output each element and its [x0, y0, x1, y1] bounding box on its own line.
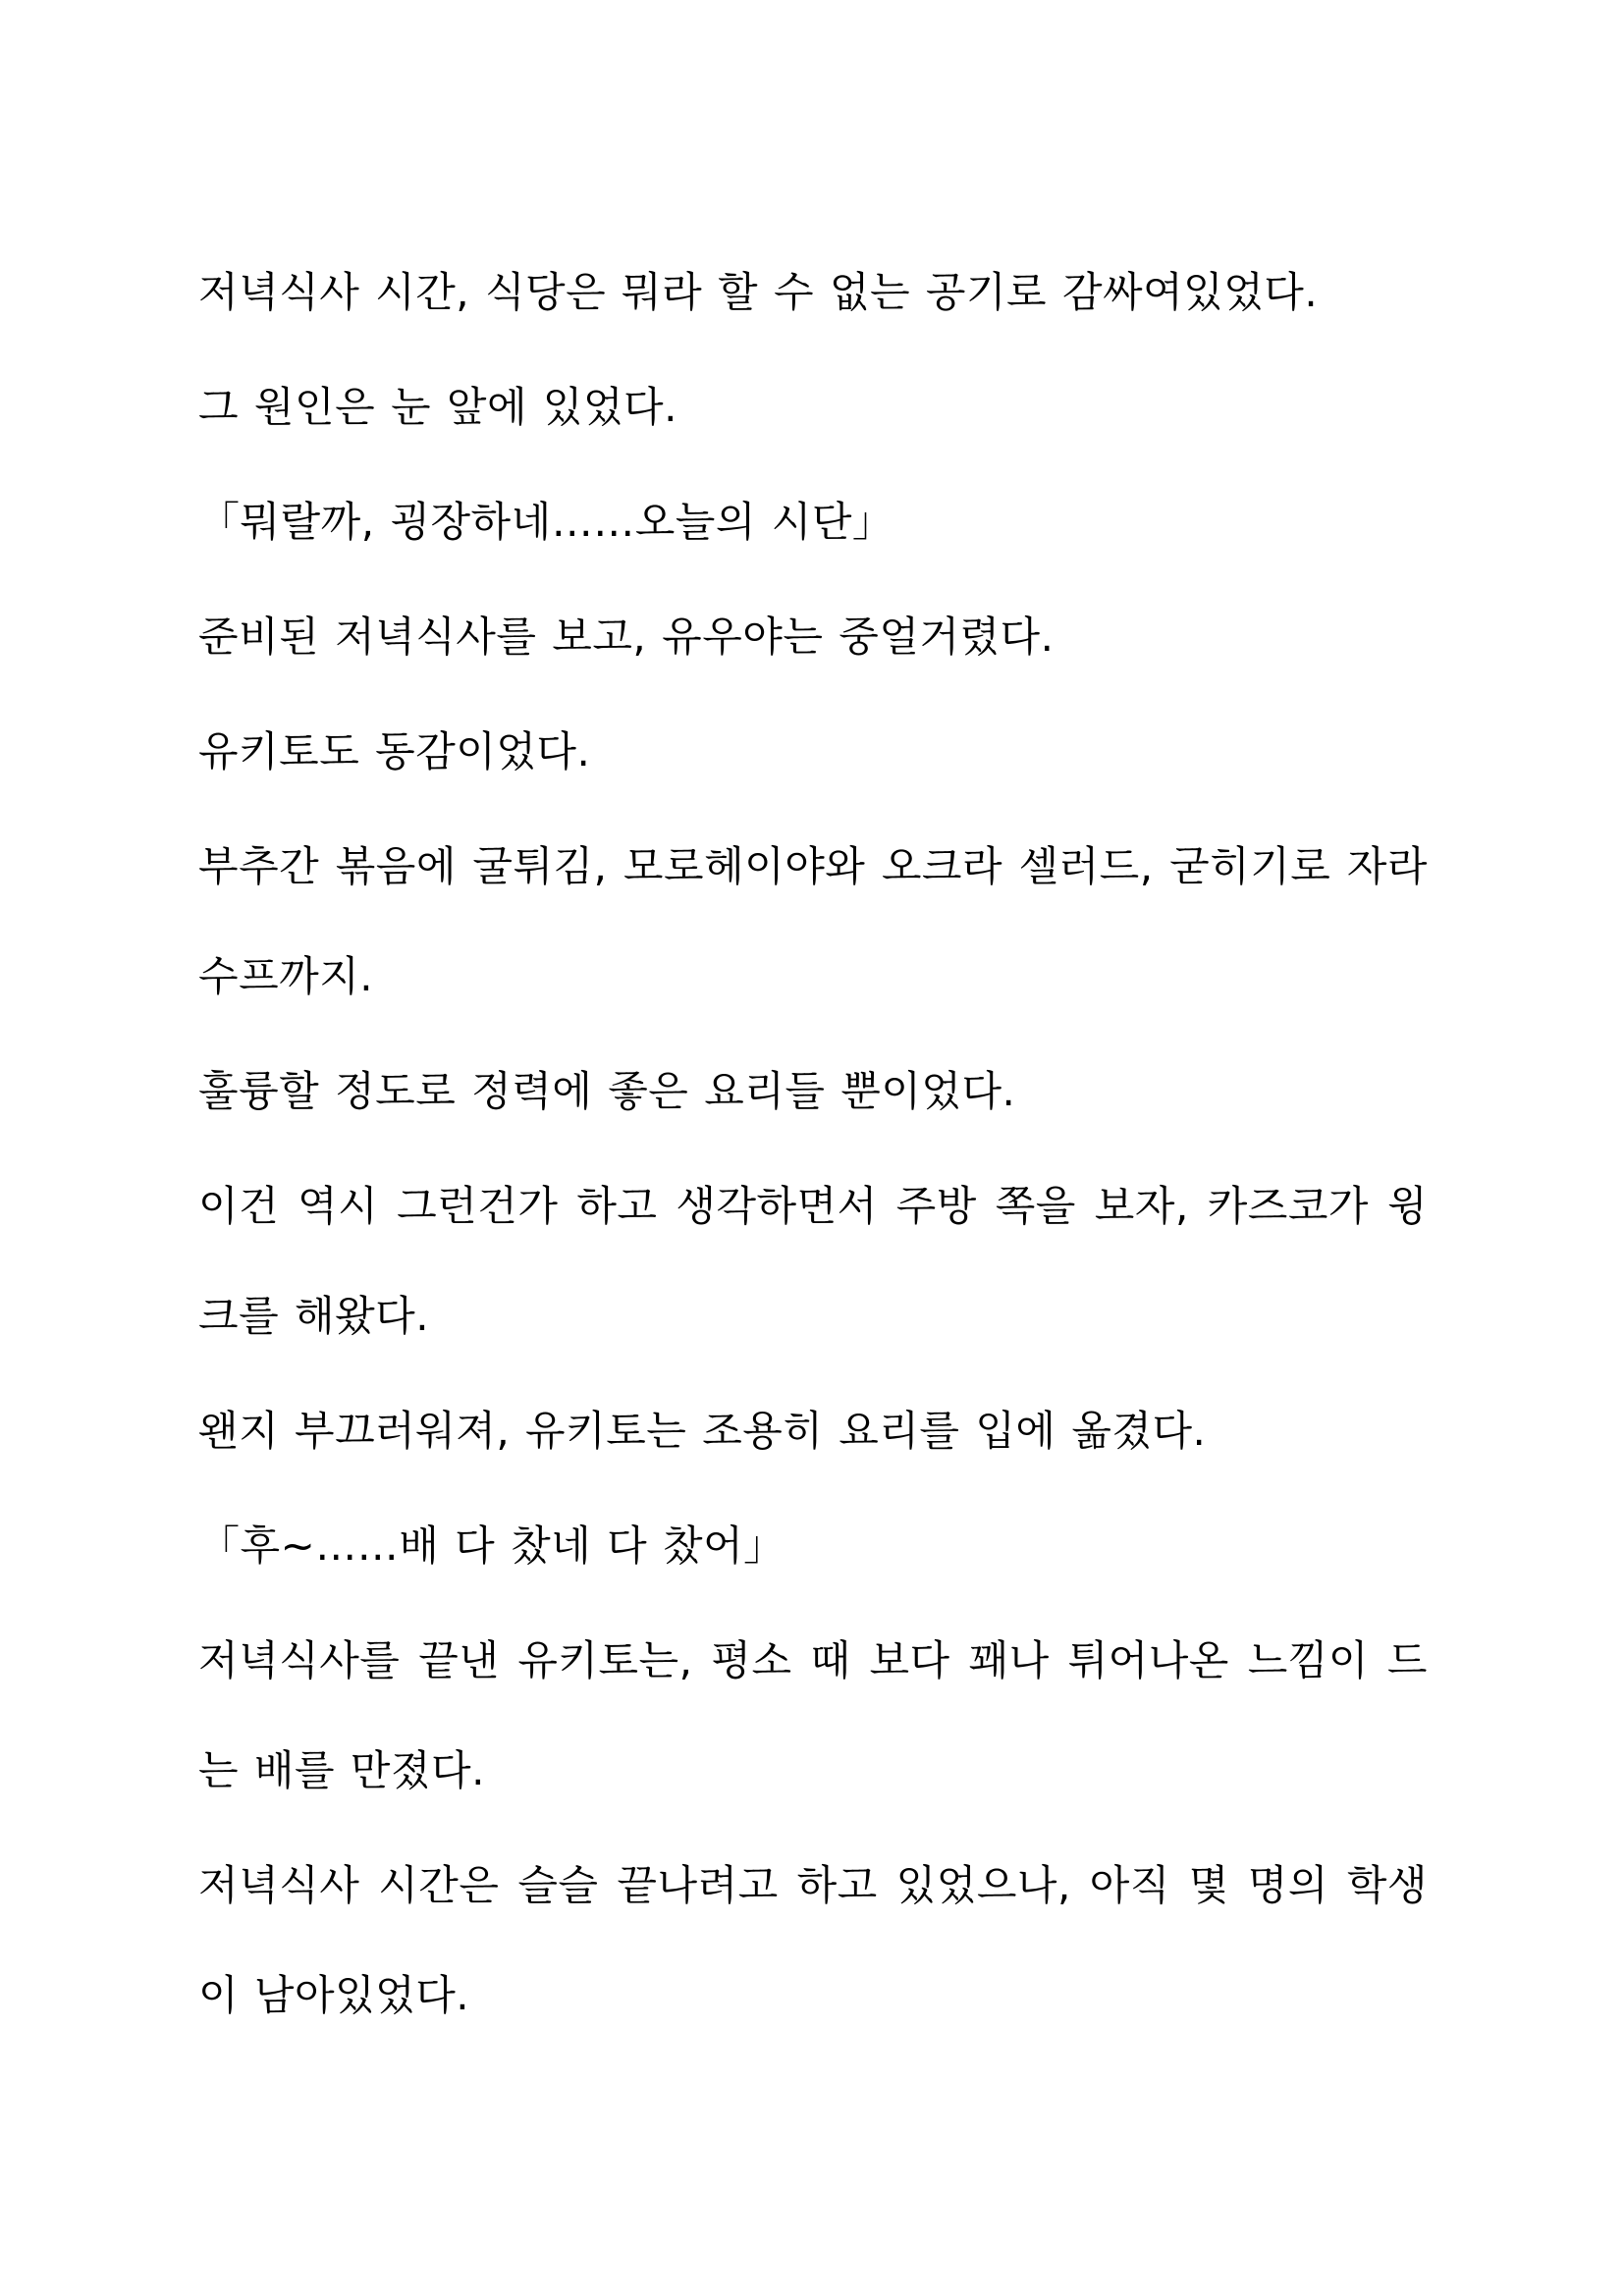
paragraph: 부추간 볶음에 굴튀김, 모로헤이야와 오크라 셀러드, 굳히기로 자라 수프까지. [198, 842, 1428, 1000]
paragraph: 저녁식사를 끝낸 유키토는, 평소 때 보다 꽤나 튀어나온 느낌이 드는 배를 만졌다. [198, 1636, 1428, 1794]
paragraph: 저녁식사 시간, 식당은 뭐라 할 수 없는 공기로 감싸여있었다. [198, 268, 1319, 316]
paragraph: 훌륭할 정도로 정력에 좋은 요리들 뿐이었다. [198, 1067, 1016, 1115]
document-body [198, 238, 1428, 2056]
paragraph: 이건 역시 그런건가 하고 생각하면서 주방 쪽을 보자, 카즈코가 윙크를 해왔다. [198, 1182, 1428, 1340]
paragraph: 왠지 부끄러워져, 유키토는 조용히 요리를 입에 옮겼다. [198, 1407, 1207, 1455]
paragraph: 준비된 저녁식사를 보고, 유우야는 중얼거렸다. [198, 613, 1055, 661]
paragraph: 「후~……배 다 찼네 다 찼어」 [198, 1522, 785, 1570]
paragraph: 「뭐랄까, 굉장하네……오늘의 시단」 [198, 498, 894, 546]
paragraph: 그 원인은 눈 앞에 있었다. [198, 383, 677, 431]
paragraph: 저녁식사 시간은 슬슬 끝나려고 하고 있었으나, 아직 몇 명의 학생이 남아있었다. [198, 1861, 1428, 2019]
paragraph: 유키토도 동감이었다. [198, 727, 591, 775]
